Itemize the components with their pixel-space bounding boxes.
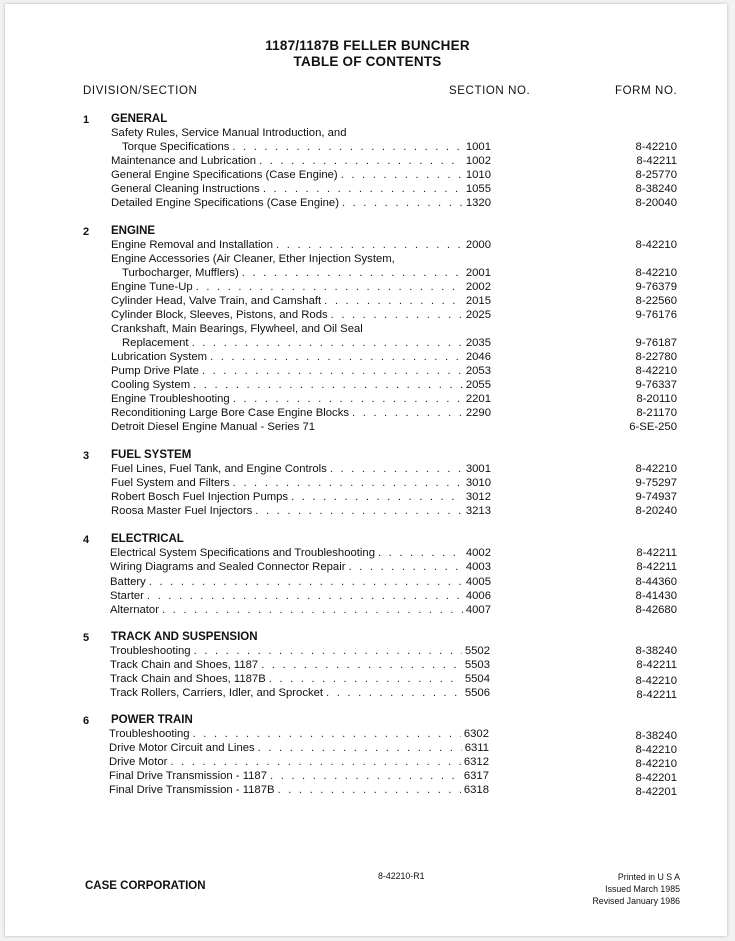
form-number: 8-42201	[635, 786, 677, 798]
toc-entry	[110, 561, 491, 575]
form-number: 6-SE-250	[629, 421, 677, 433]
form-number: 9-76176	[635, 309, 677, 321]
dot-leader	[258, 742, 462, 754]
section-number: 3001	[465, 463, 491, 475]
dot-leader	[232, 141, 462, 153]
section-number: 6318	[463, 784, 489, 796]
dot-leader	[194, 645, 462, 657]
dot-leader	[259, 155, 463, 167]
toc-entry	[111, 197, 491, 211]
dot-leader	[162, 604, 463, 616]
section-number: 6302	[463, 728, 489, 740]
form-number: 8-20240	[635, 505, 677, 517]
toc-entry	[111, 169, 491, 183]
division-title: POWER TRAIN	[111, 714, 193, 726]
entry-title: Drive Motor	[109, 756, 168, 768]
section-number: 6311	[464, 742, 489, 754]
form-number: 8-20040	[635, 197, 677, 209]
form-number: 8-42211	[636, 659, 677, 671]
entry-title: Roosa Master Fuel Injectors	[111, 505, 253, 517]
dot-leader	[196, 281, 463, 293]
toc-entry	[111, 281, 491, 295]
toc-entry	[109, 784, 489, 798]
section-number: 3213	[465, 505, 491, 517]
section-number: 1002	[465, 155, 491, 167]
form-number: 8-38240	[635, 183, 677, 195]
toc-entry	[111, 491, 491, 505]
dot-leader	[291, 491, 463, 503]
division-number: 6	[83, 715, 90, 727]
dot-leader	[202, 365, 463, 377]
toc-entry	[111, 463, 491, 477]
toc-entry	[111, 379, 491, 393]
section-number: 2035	[465, 337, 491, 349]
toc-entry	[110, 673, 490, 687]
dot-leader	[270, 770, 461, 782]
entry-title: Troubleshooting	[110, 645, 191, 657]
entry-title: Fuel System and Filters	[111, 477, 230, 489]
dot-leader	[147, 590, 463, 602]
dot-leader	[278, 784, 461, 796]
form-number: 8-42201	[635, 772, 677, 784]
form-number: 8-42210	[635, 758, 677, 770]
section-number: 2055	[465, 379, 491, 391]
printed-note: Printed in U S A	[617, 872, 680, 882]
section-number: 3010	[465, 477, 491, 489]
toc-entry	[110, 645, 490, 659]
form-number: 8-38240	[635, 645, 677, 657]
dot-leader	[352, 407, 463, 419]
dot-leader	[341, 169, 463, 181]
toc-entry	[109, 742, 489, 756]
dot-leader	[193, 728, 461, 740]
entry-title: Electrical System Specifications and Troubleshooting	[110, 547, 375, 559]
dot-leader	[378, 547, 463, 559]
form-number: 8-42210	[635, 365, 677, 377]
form-number: 8-42210	[635, 141, 677, 153]
division-number: 2	[83, 226, 90, 238]
entry-title: Reconditioning Large Bore Case Engine Blocks	[111, 407, 350, 419]
col-header-division: DIVISION/SECTION	[83, 85, 198, 97]
dot-leader	[233, 477, 463, 489]
dot-leader	[324, 295, 463, 307]
form-number: 8-42210	[635, 267, 677, 279]
form-number: 8-20110	[636, 393, 677, 405]
entry-title: Torque Specifications	[122, 141, 230, 153]
entry-title-line: Safety Rules, Service Manual Introduction, and	[111, 127, 347, 139]
dot-leader	[242, 267, 463, 279]
toc-entry	[111, 295, 491, 309]
toc-entry	[109, 770, 489, 784]
form-number: 8-38240	[635, 730, 677, 742]
revised-note: Revised January 1986	[592, 896, 680, 906]
division-title: FUEL SYSTEM	[111, 449, 192, 461]
entry-title-line: Crankshaft, Main Bearings, Flywheel, and Oil Seal	[111, 323, 363, 335]
toc-entry	[122, 337, 491, 351]
dot-leader	[326, 687, 462, 699]
entry-title: Drive Motor Circuit and Lines	[109, 742, 255, 754]
toc-entry	[111, 393, 491, 407]
entry-title: Engine Removal and Installation	[111, 239, 274, 251]
toc-entry	[109, 728, 489, 742]
entry-title: Cooling System	[111, 379, 191, 391]
entry-title: Track Chain and Shoes, 1187B	[110, 673, 266, 685]
form-id: 8-42210-R1	[378, 871, 425, 881]
toc-entry	[111, 351, 491, 365]
entry-title: Robert Bosch Fuel Injection Pumps	[111, 491, 289, 503]
section-number: 6317	[463, 770, 489, 782]
toc-entry	[111, 309, 491, 323]
form-number: 8-41430	[635, 590, 677, 602]
form-number: 8-21170	[636, 407, 677, 419]
section-number: 1055	[465, 183, 491, 195]
col-header-form: FORM NO.	[615, 85, 678, 97]
entry-title: Wiring Diagrams and Sealed Connector Repair	[110, 561, 346, 573]
division-number: 4	[83, 534, 90, 546]
dot-leader	[330, 463, 463, 475]
toc-entry	[111, 407, 491, 421]
entry-title: Replacement	[122, 337, 189, 349]
section-number: 5502	[464, 645, 490, 657]
toc-entry	[111, 365, 491, 379]
division-number: 1	[83, 114, 90, 126]
toc-entry	[111, 239, 491, 253]
section-number: 2000	[465, 239, 491, 251]
section-number: 1320	[465, 197, 491, 209]
section-number: 4002	[465, 547, 491, 559]
division-title: GENERAL	[111, 113, 168, 125]
toc-entry	[122, 267, 491, 281]
form-number: 8-44360	[635, 576, 677, 588]
doc-title: 1187/1187B FELLER BUNCHER	[265, 38, 470, 53]
division-number: 5	[83, 632, 90, 644]
form-number: 8-42211	[636, 155, 677, 167]
section-number: 2053	[465, 365, 491, 377]
entry-title: Cylinder Block, Sleeves, Pistons, and Rods	[111, 309, 328, 321]
toc-entry	[111, 155, 491, 169]
dot-leader	[255, 505, 463, 517]
dot-leader	[192, 337, 463, 349]
form-number: 8-42210	[635, 744, 677, 756]
dot-leader	[331, 309, 463, 321]
entry-title: Engine Tune-Up	[111, 281, 193, 293]
toc-entry	[110, 547, 491, 561]
entry-title: Final Drive Transmission - 1187B	[109, 784, 275, 796]
entry-title-line: Engine Accessories (Air Cleaner, Ether Injection System,	[111, 253, 395, 265]
section-number: 2201	[465, 393, 491, 405]
section-number: 5506	[464, 687, 490, 699]
dot-leader	[233, 393, 463, 405]
form-number: 9-76337	[635, 379, 677, 391]
toc-entry	[111, 477, 491, 491]
section-number: 5503	[464, 659, 490, 671]
section-number: 2015	[465, 295, 491, 307]
form-number: 8-42210	[635, 463, 677, 475]
company-name: CASE CORPORATION	[85, 880, 206, 892]
entry-title: Fuel Lines, Fuel Tank, and Engine Controls	[111, 463, 327, 475]
form-number: 8-42210	[635, 675, 677, 687]
toc-entry	[110, 576, 491, 590]
toc-entry	[111, 183, 491, 197]
entry-title: Alternator	[110, 604, 159, 616]
entry-title: Turbocharger, Mufflers)	[122, 267, 239, 279]
section-number: 2290	[465, 407, 491, 419]
form-number: 8-42210	[635, 239, 677, 251]
division-number: 3	[83, 450, 90, 462]
issued-note: Issued March 1985	[605, 884, 680, 894]
dot-leader	[210, 351, 463, 363]
section-number: 3012	[465, 491, 491, 503]
section-number: 2001	[465, 267, 491, 279]
section-number: 4003	[465, 561, 491, 573]
form-number: 8-42211	[636, 689, 677, 701]
form-number: 9-74937	[635, 491, 677, 503]
section-number: 4005	[465, 576, 491, 588]
dot-leader	[263, 183, 463, 195]
form-number: 8-42680	[635, 604, 677, 616]
entry-title: Track Chain and Shoes, 1187	[110, 659, 259, 671]
section-number: 6312	[463, 756, 489, 768]
entry-title: Starter	[110, 590, 144, 602]
toc-entry	[110, 687, 490, 701]
dot-leader	[149, 576, 463, 588]
section-number: 1010	[465, 169, 491, 181]
dot-leader	[261, 659, 462, 671]
entry-title: Maintenance and Lubrication	[111, 155, 257, 167]
toc-entry	[110, 590, 491, 604]
entry-title: Lubrication System	[111, 351, 208, 363]
form-number: 8-22780	[635, 351, 677, 363]
doc-subtitle: TABLE OF CONTENTS	[293, 54, 442, 69]
entry-title: General Cleaning Instructions	[111, 183, 260, 195]
toc-entry	[110, 604, 491, 618]
toc-entry	[111, 505, 491, 519]
dot-leader	[348, 561, 462, 573]
form-number: 9-76187	[635, 337, 677, 349]
division-title: ELECTRICAL	[111, 533, 184, 545]
entry-title: Cylinder Head, Valve Train, and Camshaft	[111, 295, 322, 307]
division-title: ENGINE	[111, 225, 156, 237]
form-number: 8-22560	[635, 295, 677, 307]
dot-leader	[269, 673, 462, 685]
toc-entry	[109, 756, 489, 770]
section-number: 2046	[465, 351, 491, 363]
form-number: 9-75297	[635, 477, 677, 489]
section-number: 4007	[465, 604, 491, 616]
dot-leader	[342, 197, 463, 209]
form-number: 8-42211	[636, 547, 677, 559]
entry-title: Troubleshooting	[109, 728, 190, 740]
toc-entry	[122, 141, 491, 155]
section-number: 5504	[464, 673, 490, 685]
toc-entry	[110, 659, 490, 673]
division-title: TRACK AND SUSPENSION	[111, 631, 258, 643]
section-number: 1001	[465, 141, 491, 153]
dot-leader	[170, 756, 460, 768]
section-number: 2002	[465, 281, 491, 293]
entry-title-line: Detroit Diesel Engine Manual - Series 71	[111, 421, 316, 433]
section-number: 4006	[465, 590, 491, 602]
entry-title: Engine Troubleshooting	[111, 393, 230, 405]
form-number: 8-42211	[636, 561, 677, 573]
entry-title: Pump Drive Plate	[111, 365, 199, 377]
form-number: 9-76379	[635, 281, 677, 293]
entry-title: Final Drive Transmission - 1187	[109, 770, 268, 782]
entry-title: Track Rollers, Carriers, Idler, and Sprocket	[110, 687, 324, 699]
col-header-section: SECTION NO.	[449, 85, 531, 97]
section-number: 2025	[465, 309, 491, 321]
dot-leader	[193, 379, 463, 391]
entry-title: Detailed Engine Specifications (Case Engine)	[111, 197, 339, 209]
dot-leader	[276, 239, 463, 251]
entry-title: General Engine Specifications (Case Engine)	[111, 169, 338, 181]
entry-title: Battery	[110, 576, 146, 588]
form-number: 8-25770	[635, 169, 677, 181]
